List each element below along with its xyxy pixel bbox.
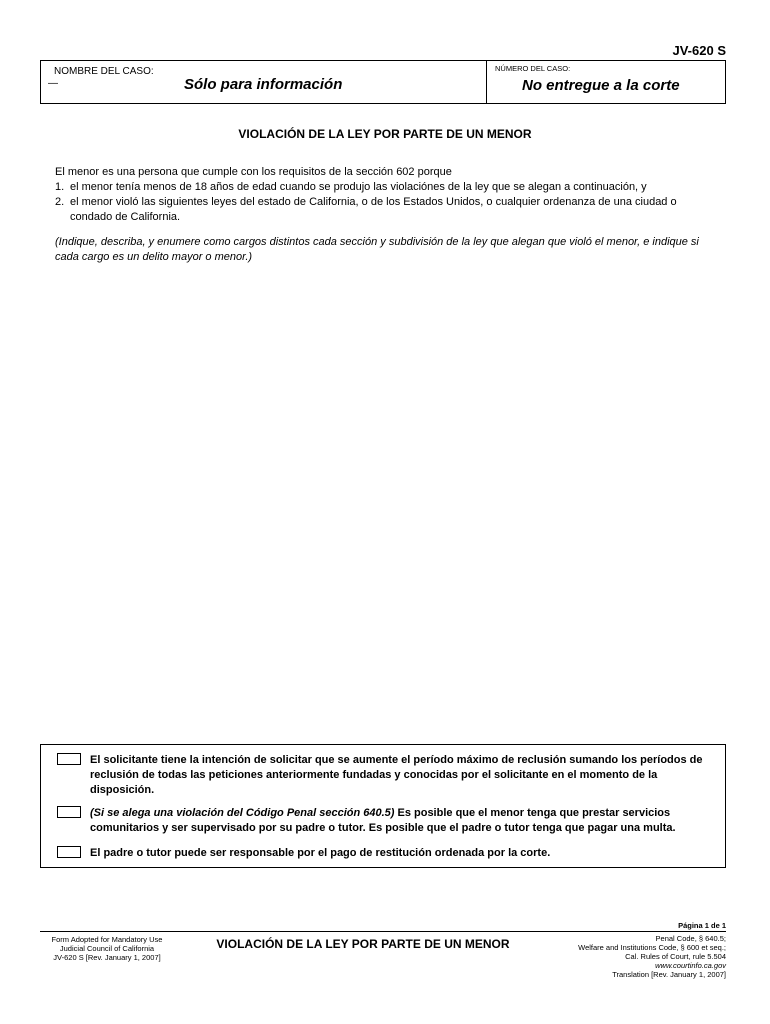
footer-title: VIOLACIÓN DE LA LEY POR PARTE DE UN MENOR <box>216 937 510 951</box>
case-number-field[interactable]: No entregue a la corte <box>522 77 680 94</box>
footer-rule <box>40 931 726 932</box>
form-number: JV-620 S <box>672 43 726 58</box>
footer-left-line: JV-620 S [Rev. January 1, 2007] <box>53 953 161 962</box>
instruction-text: (Indique, describa, y enumere como cargos distintos cada sección y subdivisión de la ley que alegan que violó el menor, e indique si cada cargo es un delito mayor o menor.) <box>55 236 699 263</box>
option-text-3: El padre o tutor puede ser responsable por el pago de restitución ordenada por la corte. <box>90 847 551 859</box>
case-name-label: NOMBRE DEL CASO: <box>54 66 154 77</box>
footer-right-line: Translation [Rev. January 1, 2007] <box>612 970 726 979</box>
footer-right-line: Penal Code, § 640.5; <box>655 934 726 943</box>
intro-text: El menor es una persona que cumple con los requisitos de la sección 602 porque <box>55 166 452 178</box>
option-checkbox-3[interactable] <box>57 846 81 858</box>
footer-left-line: Form Adopted for Mandatory Use <box>51 935 163 944</box>
page-number: Página 1 de 1 <box>678 921 726 930</box>
header-divider <box>486 60 487 104</box>
option-text-2 <box>90 806 720 836</box>
item-text: el menor tenía menos de 18 años de edad cuando se produjo las violaciónes de la ley que se alegan a continuación, y <box>70 181 647 193</box>
option-italic-prefix: (Si se alega una violación del Código Penal sección 640.5) <box>90 807 395 819</box>
footer-right-line: Cal. Rules of Court, rule 5.504 <box>625 952 726 961</box>
option-checkbox-2[interactable] <box>57 806 81 818</box>
item-text: el menor violó las siguientes leyes del estado de California, o de los Estados Unidos, o cualquier ordenanza de una ciudad o <box>70 196 677 208</box>
list-item-1 <box>55 180 735 195</box>
footer-right <box>578 934 726 979</box>
list-item-2 <box>55 195 715 225</box>
case-name-dash: — <box>48 78 58 89</box>
option-body: Es posible que el menor tenga que prestar servicios comunitarios y ser supervisado por su padre o tutor. Es posible que el padre o tutor tenga que pagar una multa. <box>90 807 676 834</box>
case-name-field[interactable]: Sólo para información <box>184 76 343 93</box>
footer-left-line: Judicial Council of California <box>59 944 155 953</box>
item-number: 2. <box>55 196 65 208</box>
footer-right-line: Welfare and Institutions Code, § 600 et seq.; <box>578 943 726 952</box>
option-checkbox-1[interactable] <box>57 753 81 765</box>
option-text-1: El solicitante tiene la intención de solicitar que se aumente el período máximo de reclusión sumando los períodos de reclusión de todas las peticiones anteriormente fundadas y conocidas por el solicitante en el momento de la disposición. <box>90 754 703 796</box>
footer-website-link[interactable]: www.courtinfo.ca.gov <box>655 961 726 970</box>
item-number: 1. <box>55 181 65 193</box>
form-title: VIOLACIÓN DE LA LEY POR PARTE DE UN MENOR <box>238 127 532 141</box>
case-number-label: NÚMERO DEL CASO: <box>495 64 571 73</box>
item-text-continued: condado de California. <box>70 211 181 223</box>
